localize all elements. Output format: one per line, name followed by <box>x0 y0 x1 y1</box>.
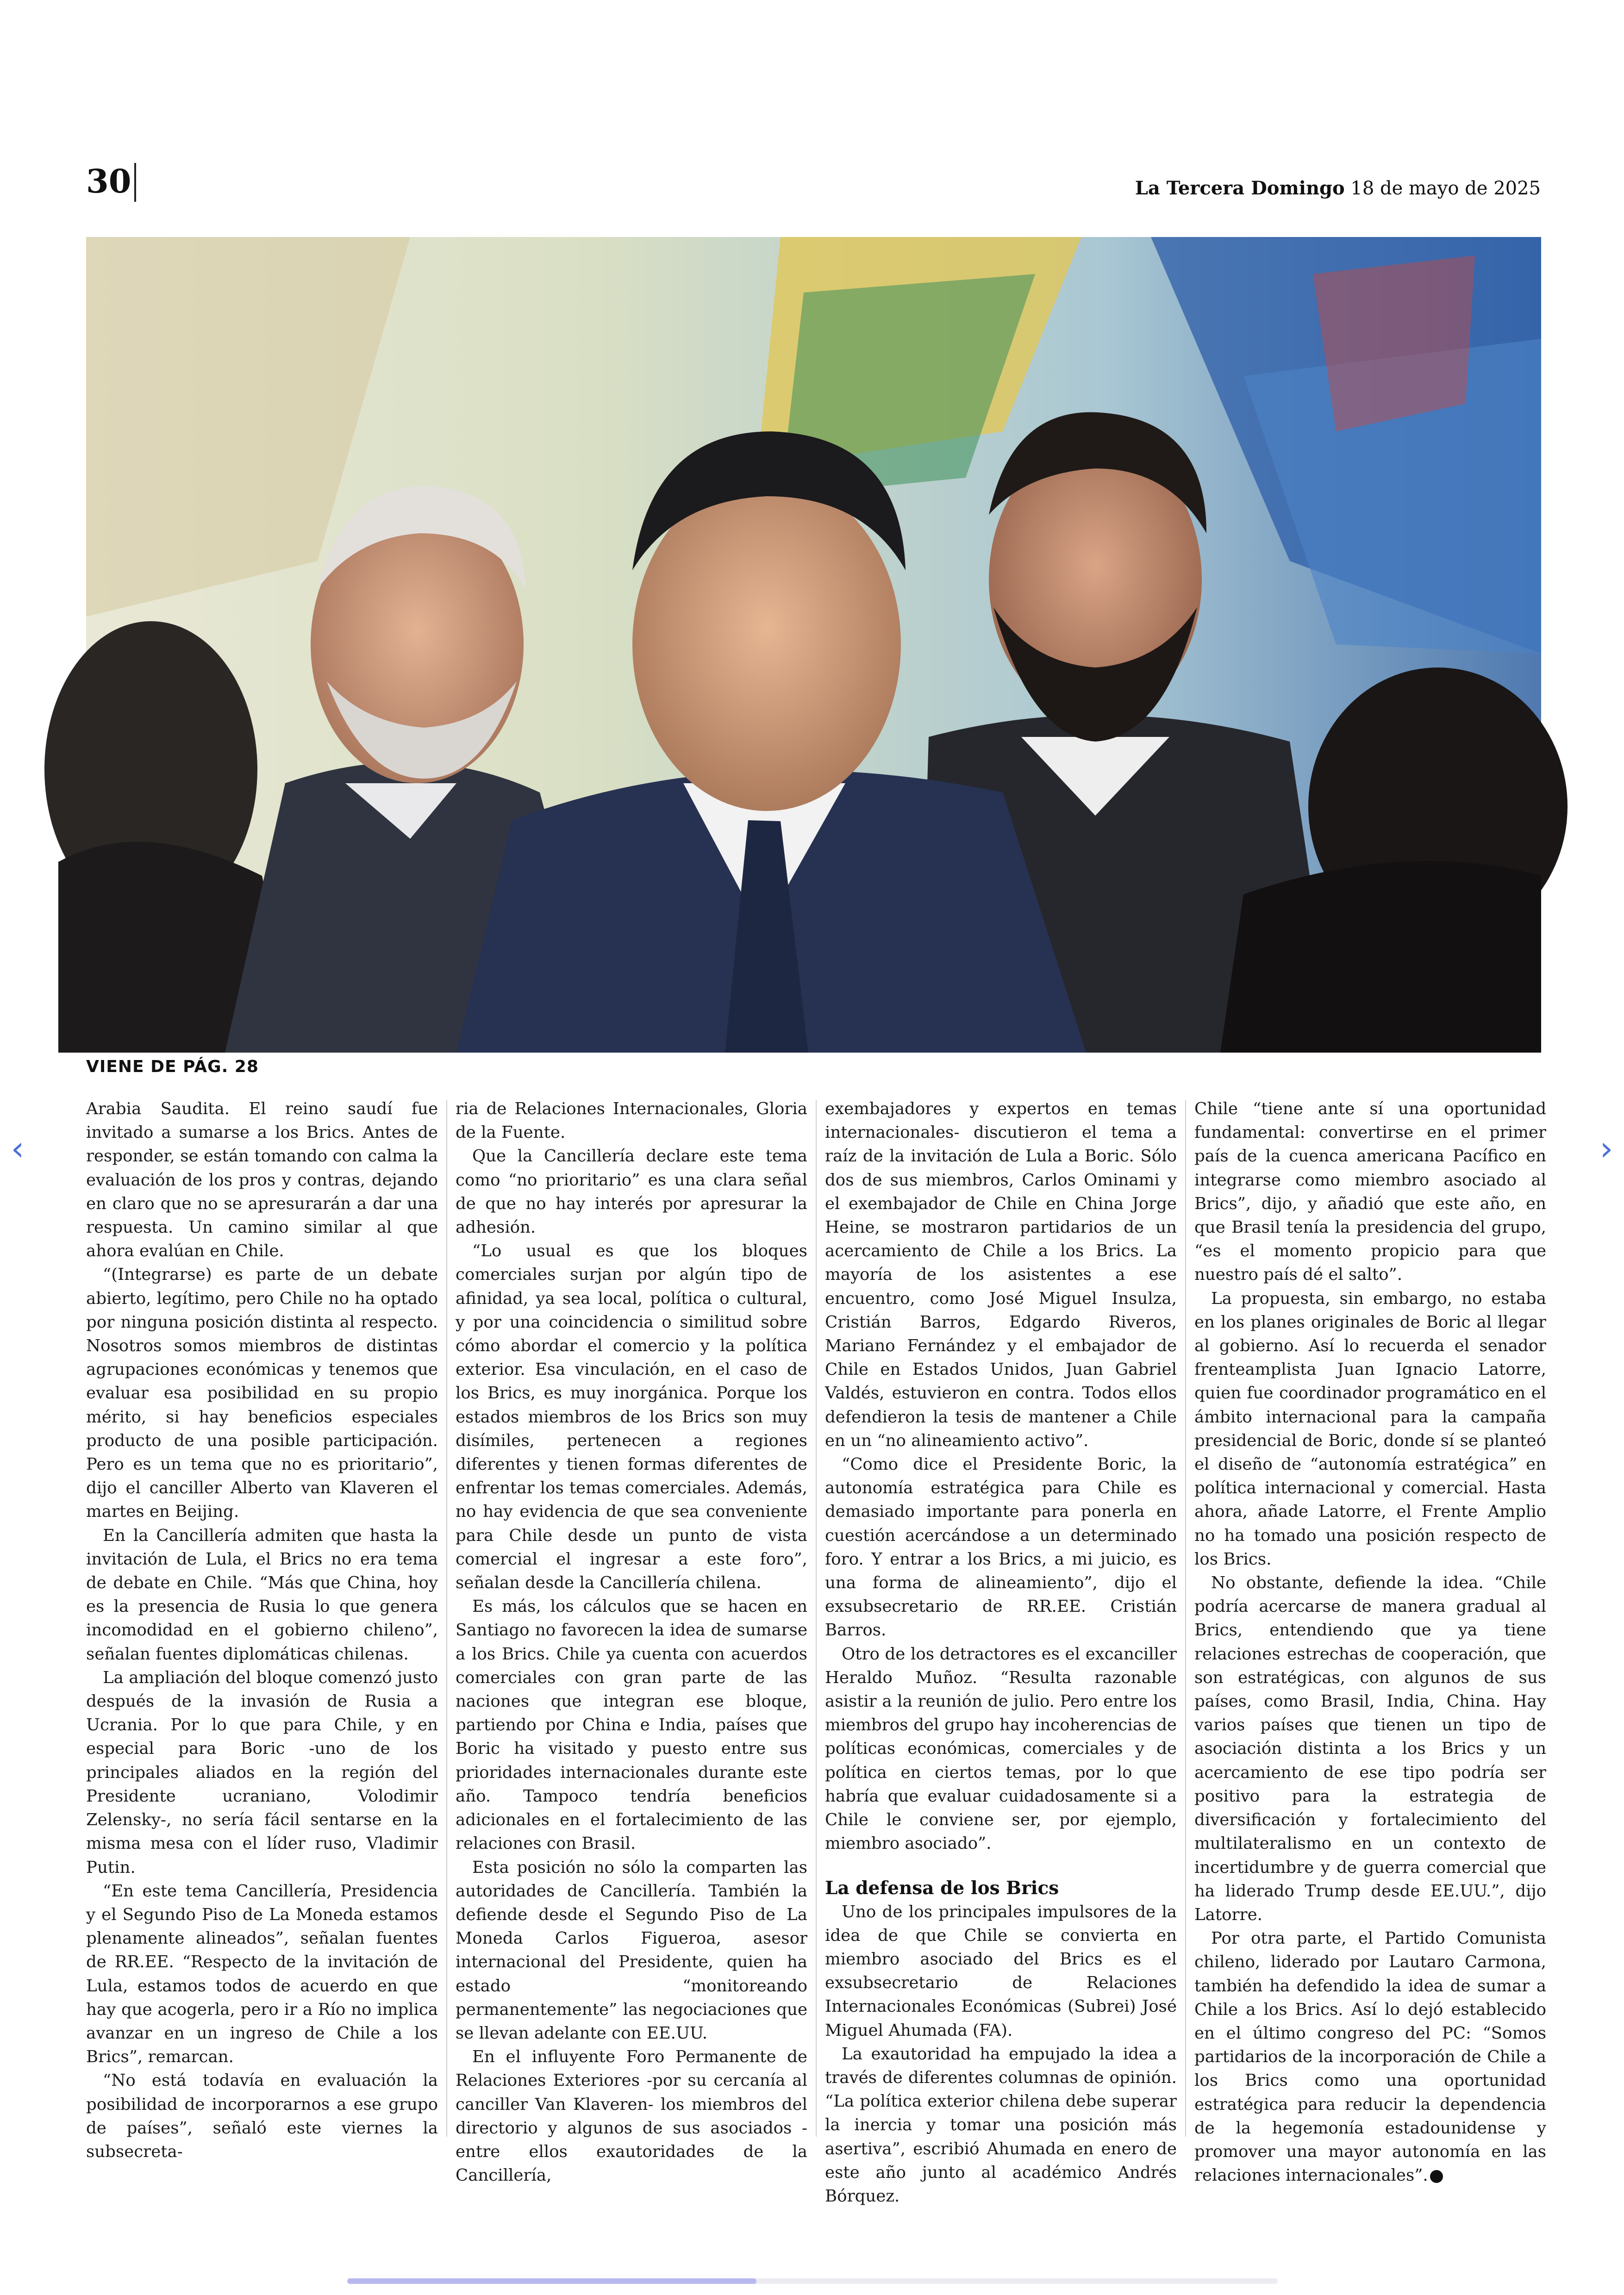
paragraph: La ampliación del bloque comenzó justo después de la invasión de Rusia a Ucrania. Por lo que para Chile, y en especial para Boric -uno de los principales aliados en la región del Presidente ucraniano, Volodimir Zelensky-, no sería fácil sentarse en la misma mesa con el líder ruso, Vladimir Putin. <box>86 1668 438 1877</box>
section-subheading: La defensa de los Brics <box>825 1877 1059 1899</box>
article-column-2 <box>456 1097 807 2185</box>
news-photo <box>86 237 1541 1053</box>
paragraph: “(Integrarse) es parte de un debate abierto, legítimo, pero Chile no ha optado por ninguna posición distinta al respecto. Nosotros somos miembros de distintas agrupaciones económicas y tenemos que evaluar esa posibilidad en su propio mérito, si hay beneficios especiales producto de una posible participación. Pero es un tema que no es prioritario”, dijo el canciller Alberto van Klaveren el martes en Beijing. <box>86 1265 438 1522</box>
paragraph: Chile “tiene ante sí una oportunidad fundamental: convertirse en el primer país de la cuenca americana Pacífico en integrarse como miembro asociado al Brics”, dijo, y añadió que este año, en que Brasil tenía la presidencia del grupo, “es el momento propicio para que nuestro país dé el salto”. <box>1194 1099 1546 1285</box>
column-divider <box>446 1100 447 2137</box>
folio-divider <box>134 163 136 202</box>
continued-from-label: VIENE DE PÁG. 28 <box>86 1057 259 1076</box>
column-divider <box>1185 1100 1186 2137</box>
article-column-4 <box>1194 1097 1546 2185</box>
paragraph: La propuesta, sin embargo, no estaba en los planes originales de Boric al llegar al gobierno. Así lo recuerda el senador frenteamplista Juan Ignacio Latorre, quien fue coordinador programático en el ámbito internacional para la campaña presidencial de Boric, donde sí se planteó el diseño de “autonomía estratégica” en política internacional y comercial. Hasta ahora, añade Latorre, el Frente Amplio no ha tomado una posición respecto de los Brics. <box>1194 1289 1546 1569</box>
paragraph: Es más, los cálculos que se hacen en Santiago no favorecen la idea de sumarse a los Brics. Chile ya cuenta con acuerdos comerciales con gran parte de las naciones que integran ese bloque, partiendo por China e India, países que Boric ha visitado y puesto entre sus prioridades internacionales durante este año. Tampoco tendría beneficios adicionales en el fortalecimiento de las relaciones con Brasil. <box>456 1597 807 1853</box>
paragraph: Arabia Saudita. El reino saudí fue invitado a sumarse a los Brics. Antes de responder, se están tomando con calma la evaluación de los pros y contras, dejando en claro que no se apresurarán a dar una respuesta. Un camino similar al que ahora evalúan en Chile. <box>86 1099 438 1261</box>
paragraph: La exautoridad ha empujado la idea a través de diferentes columnas de opinión. “La política exterior chilena debe superar la inercia y tomar una posición más asertiva”, escribió Ahumada en enero de este año junto al académico Andrés Bórquez. <box>825 2044 1177 2206</box>
paragraph: exembajadores y expertos en temas internacionales- discutieron el tema a raíz de la invitación de Lula a Boric. Sólo dos de sus miembros, Carlos Ominami y el exembajador de Chile en China Jorge Heine, se mostraron partidarios de un acercamiento de Chile a los Brics. La mayoría de los asistentes a ese encuentro, como José Miguel Insulza, Cristián Barros, Edgardo Riveros, Mariano Fernández y el embajador de Chile en Estados Unidos, Juan Gabriel Valdés, estuvieron en contra. Todos ellos defendieron la tesis de mantener a Chile en un “no alineamiento activo”. <box>825 1099 1177 1450</box>
paragraph: “No está todavía en evaluación la posibilidad de incorporarnos a ese grupo de países”, señaló este viernes la subsecreta- <box>86 2071 438 2161</box>
paragraph: Uno de los principales impulsores de la idea de que Chile se convierta en miembro asociado del Brics es el exsubsecretario de Relaciones Internacionales Económicas (Subrei) José Miguel Ahumada (FA). <box>825 1902 1177 2040</box>
masthead <box>1135 177 1541 200</box>
paragraph-text: Por otra parte, el Partido Comunista chileno, liderado por Lautaro Carmona, también ha defendido la idea de sumar a Chile a los Brics. Así lo dejó establecido en el último congreso del PC: “Somos partidarios de la incorporación de Chile a los Brics como una oportunidad estratégica para reducir la dependencia de la hegemonía estadounidense y promover una mayor autonomía en las relaciones internacionales”. <box>1194 1929 1546 2185</box>
paragraph: “Lo usual es que los bloques comerciales surjan por algún tipo de afinidad, ya sea local, política o cultural, y por una coincidencia o similitud sobre cómo abordar el comercio y la política exterior. Esa vinculación, en el caso de los Brics, es muy inorgánica. Porque los estados miembros de los Brics son muy disímiles, pertenecen a regiones diferentes y tienen formas diferentes de enfrentar los temas comerciales. Además, no hay evidencia de que sea conveniente para Chile desde un punto de vista comercial el ingresar a este foro”, señalan desde la Cancillería chilena. <box>456 1241 807 1593</box>
news-photo-illustration <box>86 237 1541 1053</box>
paragraph: “En este tema Cancillería, Presidencia y el Segundo Piso de La Moneda estamos plenamente alineados”, señalan fuentes de RR.EE. “Respecto de la invitación de Lula, estamos todos de acuerdo en que hay que acogerla, pero ir a Río no implica avanzar en un ingreso de Chile a los Brics”, remarcan. <box>86 1881 438 2067</box>
paragraph: Que la Cancillería declare este tema como “no prioritario” es una clara señal de que no hay interés por apresurar la adhesión. <box>456 1147 807 1237</box>
column-divider <box>816 1100 817 2137</box>
paragraph: Esta posición no sólo la comparten las autoridades de Cancillería. También la defiende desde el Segundo Piso de La Moneda Carlos Figueroa, asesor internacional del Presidente, quien ha estado “monitoreando permanentemente” las negociaciones que se llevan adelante con EE.UU. <box>456 1858 807 2043</box>
paragraph: Otro de los detractores es el excanciller Heraldo Muñoz. “Resulta razonable asistir a la reunión de julio. Pero entre los miembros del grupo hay incoherencias de políticas económicas, comerciales y de política en ciertos temas, por lo que habría que evaluar cuidadosamente si a Chile le conviene ser, por ejemplo, miembro asociado”. <box>825 1644 1177 1853</box>
page-number: 30 <box>86 162 131 200</box>
publication-name: La Tercera Domingo <box>1135 177 1345 199</box>
reading-progress-bar[interactable] <box>347 2278 1278 2284</box>
chevron-right-icon[interactable]: › <box>1599 1129 1613 1168</box>
paragraph: No obstante, defiende la idea. “Chile podría acercarse de manera gradual al Brics, entendiendo que ya tiene relaciones estrechas de cooperación, que son estratégicas, con algunos de sus países, como Brasil, India, China. Hay varios países que tienen un tipo de asociación distinta a los Brics y un acercamiento de ese tipo podría ser positivo para la estrategia de diversificación y fortalecimiento del multilateralismo en un contexto de incertidumbre y de guerra comercial que ha liderado Trump desde EE.UU.”, dijo Latorre. <box>1194 1573 1546 1924</box>
end-of-article-icon: Ⓣ <box>1430 2170 1443 2183</box>
article-column-3 <box>825 1097 1177 2206</box>
chevron-left-icon[interactable]: ‹ <box>11 1129 25 1168</box>
paragraph: ria de Relaciones Internacionales, Gloria de la Fuente. <box>456 1099 807 1142</box>
paragraph: “Como dice el Presidente Boric, la autonomía estratégica para Chile es demasiado importante para ponerla en cuestión acercándose a un determinado foro. Y entrar a los Brics, a mi juicio, es una forma de alineamiento”, dijo el exsubsecretario de RR.EE. Cristián Barros. <box>825 1455 1177 1640</box>
publication-date: 18 de mayo de 2025 <box>1350 178 1541 199</box>
paragraph: En la Cancillería admiten que hasta la invitación de Lula, el Brics no era tema de debate en Chile. “Más que China, hoy es la presencia de Rusia lo que genera incomodidad en el gobierno chileno”, señalan fuentes diplomáticas chilenas. <box>86 1526 438 1664</box>
reading-progress-fill <box>347 2278 756 2284</box>
article-column-1 <box>86 1097 438 2161</box>
paragraph: En el influyente Foro Permanente de Relaciones Exteriores -por su cercanía al canciller Van Klaveren- los miembros del directorio y algunos de sus asociados -entre ellos exautoridades de la Cancillería, <box>456 2047 807 2185</box>
paragraph <box>1194 1927 1546 2187</box>
